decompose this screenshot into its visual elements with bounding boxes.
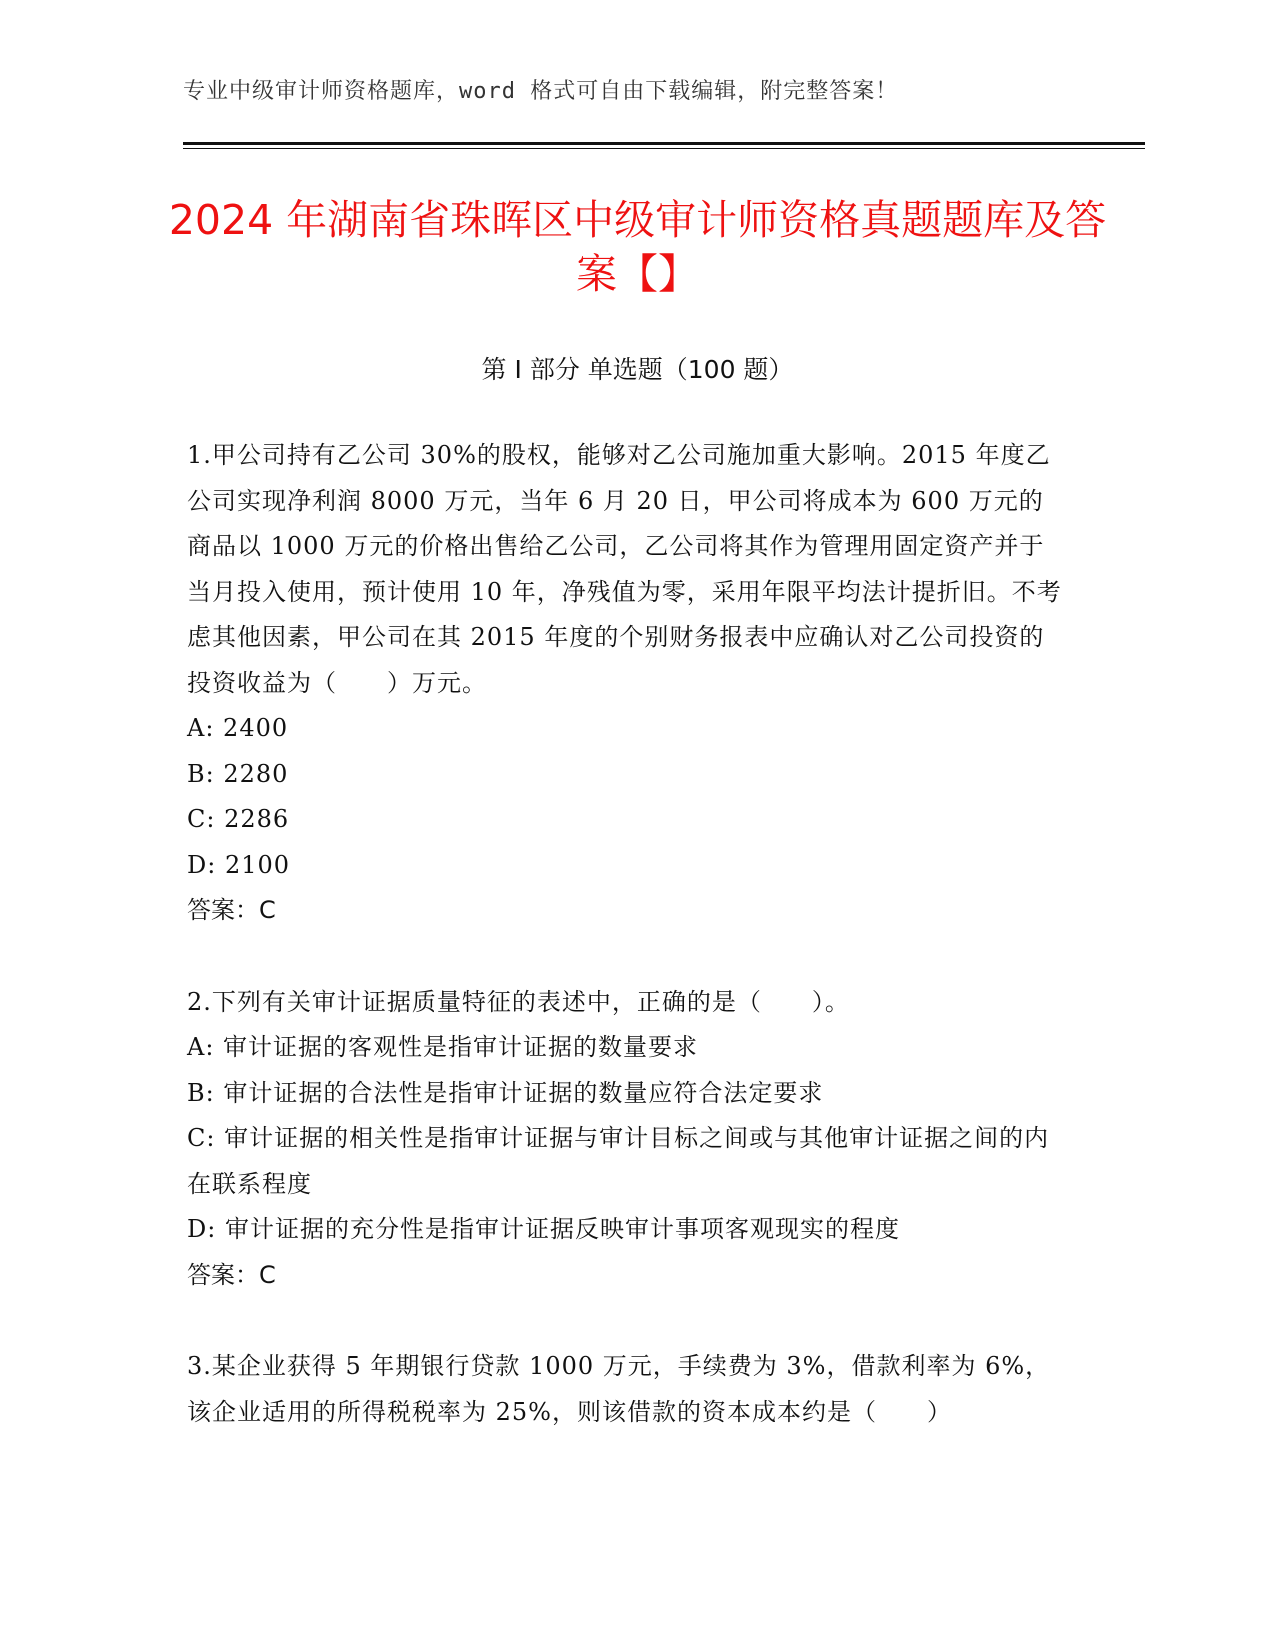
question-stem: 1.甲公司持有乙公司 30%的股权，能够对乙公司施加重大影响。2015 年度乙公司实现净利润 8000 万元，当年 6 月 20 日，甲公司将成本为 600 万元的商品以 1000 万元的价格出售给乙公司，乙公司将其作为管理用固定资产并于当月投入使用，预计使用 10 年，净残值为零，采用年限平均法计提折旧。不考虑其他因素，甲公司在其 2015 年度的个别财务报表中应确认对乙公司投资的投资收益为（ ）万元。 [187,441,1062,697]
header-note: 专业中级审计师资格题库，word 格式可自由下载编辑，附完整答案！ [183,79,899,104]
option-d: D: 2100 [187,850,291,879]
question-stem: 3.某企业获得 5 年期银行贷款 1000 万元，手续费为 3%，借款利率为 6%，该企业适用的所得税税率为 25%，则该借款的资本成本约是（ ） [187,1352,1051,1426]
option-b: B: 审计证据的合法性是指审计证据的数量应符合法定要求 [187,1078,824,1107]
document-title: 2024 年湖南省珠晖区中级审计师资格真题题库及答案【】 [168,196,1107,298]
answer: 答案：C [187,1260,276,1289]
option-c: C: 2286 [187,805,290,833]
section-heading: 第 I 部分 单选题（100 题） [481,355,794,384]
option-a: A: 审计证据的客观性是指审计证据的数量要求 [187,1033,699,1061]
header-rule-thin [183,148,1145,149]
header-rule [183,142,1145,145]
answer: 答案：C [187,896,276,924]
option-b: B: 2280 [187,759,289,788]
question-3 [187,1344,1067,1435]
question-2 [187,980,1067,1299]
question-stem: 2.下列有关审计证据质量特征的表述中，正确的是（ ）。 [187,987,850,1016]
question-1 [187,433,1067,934]
question-list [187,433,1067,1481]
option-c: C: 审计证据的相关性是指审计证据与审计目标之间或与其他审计证据之间的内在联系程度 [187,1124,1050,1198]
option-a: A: 2400 [187,714,289,742]
option-d: D: 审计证据的充分性是指审计证据反映审计事项客观现实的程度 [187,1215,900,1243]
